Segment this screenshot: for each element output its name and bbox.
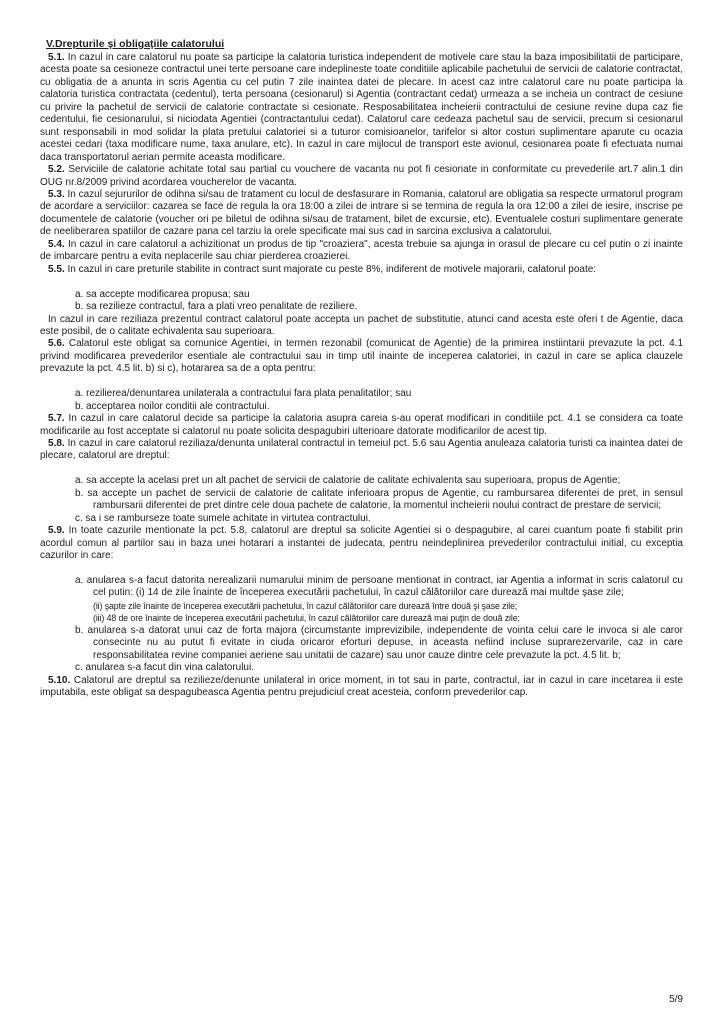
clause-paragraph: 5.2. Serviciile de calatorie achitate total sau partial cu vouchere de vacanta nu pot fi cesionate in conformitate cu prevederile art.7 alin.1 din OUG nr.8/2009 privind acordarea voucherelor de vacanta. — [40, 164, 683, 188]
sub-list-item: (ii) şapte zile înainte de începerea executării pachetului, în cazul călătoriilor care durează între două şi şase zile; — [93, 600, 518, 611]
document-content — [40, 38, 683, 700]
clause-number: 5.2. — [48, 164, 65, 176]
document-title: V.Drepturile şi obligaţiile calatorului — [46, 38, 225, 50]
clause-number: 5.5. — [48, 263, 65, 275]
clause-paragraph: 5.5. In cazul in care preturile stabilite in contract sunt majorate cu peste 8%, indiferent de motivele majorarii, calatorul poate: — [48, 263, 597, 275]
clause-number: 5.8. — [48, 438, 65, 450]
clause-paragraph: 5.4. In cazul in care calatorul a achizitionat un produs de tip "croaziera", acesta trebuie sa ajunga in orasul de plecare cu cel putin o zi inainte de imbarcare pentru a evita neplacerile sau chiar pierderea croazierei. — [40, 238, 683, 263]
list-item: c. anularea s-a facut din vina calatorului. — [75, 662, 254, 674]
clause-paragraph: 5.1. In cazul in care calatorul nu poate sa participe la calatoria turistica independent de motivele care stau la baza imposibilitatii de participare, acesta poate sa cesioneze contractul unei terte persoane care indeplineste toate conditiile aplicabile pachetului de servicii de calatorie contractat, cu obligatia de a anunta in scris Agentia cu cel putin 7 zile inaintea datei de plecare. In acest caz intre calatorul care nu poate participa la calatoria turistica contractata (cedentul), terta persoana (cesionarul) si Agentia (contractant cedat) urmeaza a se incheia un contract de cesiune cu privire la pachetul de servicii de calatorie contractate si cesionate. Resposabilitatea incheierii contractului de cesiune revine dupa caz fie cedentului, fie cesionarului, si niciodata Agentiei (contractantului cedat). Calatorul care cedeaza pachetul sau de servicii, precum si cesionarul sunt responsabili in mod solidar la plata pretului calatoriei si a tuturor comisioanelor, tarifelor si altor costuri suplimentare aparute cu ocazia acestei cedari (taxa modificare nume, taxa anulare, etc). In cazul in care mijlocul de transport este avionul, cesionarea poate fi efectuata numai daca transportatorul aerian permite aceasta modificare. — [40, 52, 683, 163]
clause-paragraph: 5.7. In cazul in care calatorul decide sa participe la calatoria asupra careia s-au operat modificari in conditiile pct. 4.1 se considera ca toate modificarile au fost acceptate si calatorul nu poate solicita despagubiri ulterioare datorate modificarilor de acest tip. — [40, 413, 683, 437]
list-item: b. anularea s-a datorat unui caz de forta majora (circumstante imprevizibile, independente de vointa celui care le invoca si ale caror consecinte nu au putut fi evitate in ciuda oricaror eforturi depuse, in aceasta nefiind incluse suprarezervarile, caz in care responsabilitatea revine companiei aeriene sau unitatii de cazare) sau unor cauze dintre cele prevazute la pct. 4.5 lit. b; — [75, 624, 683, 661]
clause-number: 5.10. — [48, 674, 71, 686]
clause-paragraph: 5.6. Calatorul este obligat sa comunice Agentiei, in termen rezonabil (comunicat de Agentie) de la primirea instiintarii prevazute la pct. 4.1 privind modificarea prevederilor esentiale ale contractului sau in timp util inainte de inceperea calatoriei, in cazul in care se aplica clauzele prevazute la pct. 4.5 lit. b) si c), hotararea sa de a opta pentru: — [40, 338, 683, 375]
list-item: a. sa accepte la acelasi pret un alt pachet de servicii de calatorie de calitate echivalenta sau superioara, propus de Agentie; — [75, 475, 621, 487]
list-item: b. sa rezilieze contractul, fara a plati vreo penalitate de reziliere. — [75, 301, 358, 313]
clause-paragraph: 5.10. Calatorul are dreptul sa rezilieze/denunte unilateral in orice moment, in tot sau in parte, contractul, iar in cazul in care incetarea ii este imputabila, este obligat sa despagubeasca Agentia pentru prejudiciul creat acesteia, conform prevederilor cap. — [40, 674, 683, 699]
list-item: c. sa i se ramburseze toate sumele achitate in virtutea contractului. — [75, 512, 371, 524]
list-item: a. sa accepte modificarea propusa; sau — [75, 288, 250, 300]
clause-paragraph: 5.3. In cazul sejururilor de odihna si/sau de tratament cu locul de desfasurare in Romania, calatorul are obligatia sa respecte urmatorul program de acordare a serviciilor: cazarea se face de regula la ora 18:00 a zilei de intrare si se termina de regula la ora 12:00 a zilei de iesire, inscrise pe documentele de calatorie (voucher ori pe biletul de odihna si/sau de tratament, bilet de excursie, etc). Eventualele costuri suplimentare generate de neeliberarea spatiilor de cazare pana cel tarziu la orele specificate mai sus cad in sarcina exclusiva a calatorului. — [40, 188, 683, 238]
list-item: b. sa accepte un pachet de servicii de calatorie de calitate inferioara propus de Agentie, cu rambursarea diferentei de pret, in sensul rambursarii diferentei de pret dintre cele doua pachete de calatorie, la momentul incheierii noului contract de prestare de servicii; — [75, 487, 683, 512]
clause-number: 5.3. — [48, 188, 65, 200]
document-body — [40, 52, 683, 700]
page-number: 5/9 — [669, 994, 683, 1005]
list-item: b. acceptarea noilor conditii ale contractului. — [75, 400, 270, 412]
list-item: a. rezilierea/denuntarea unilaterala a contractului fara plata penalitatilor; sau — [75, 388, 412, 400]
clause-paragraph: 5.9. In toate cazurile mentionate la pct. 5.8, calatorul are dreptul sa solicite Agentiei si o despagubire, al carei cuantum poate fi stabilit prin acordul comun al partilor sau in baza unei hotarari a instantei de judecata, pentru neindeplinirea prevederilor contractului initial, cu exceptia cazurilor in care: — [40, 525, 683, 562]
continuation-paragraph: In cazul in care reziliaza prezentul contract calatorul poate accepta un pachet de substitutie, atunci cand acesta este oferi t de Agentie, daca este posibil, de o calitate echivalenta sau superioara. — [40, 313, 683, 337]
clause-number: 5.4. — [48, 238, 65, 250]
clause-number: 5.1. — [48, 52, 65, 63]
list-item: a. anularea s-a facut datorita nerealizarii numarului minim de persoane mentionat in contract, iar Agentia a informat in scris calatorul cu cel putin: (i) 14 de zile înainte de începerea executării pachetului, în cazul călătoriilor care durează mai multde şase zile; — [75, 574, 683, 599]
sub-list-item: (iii) 48 de ore înainte de începerea executării pachetului, în cazul călătoriilor care durează mai puţin de două zile; — [93, 613, 520, 624]
clause-number: 5.7. — [48, 413, 65, 425]
clause-number: 5.6. — [48, 338, 65, 350]
clause-paragraph: 5.8. In cazul in care calatorul reziliaza/denunta unilateral contractul in temeiul pct. 5.6 sau Agentia anuleaza calatoria turisti ca inaintea datei de plecare, calatorul are dreptul: — [40, 438, 683, 462]
clause-number: 5.9. — [48, 525, 65, 537]
